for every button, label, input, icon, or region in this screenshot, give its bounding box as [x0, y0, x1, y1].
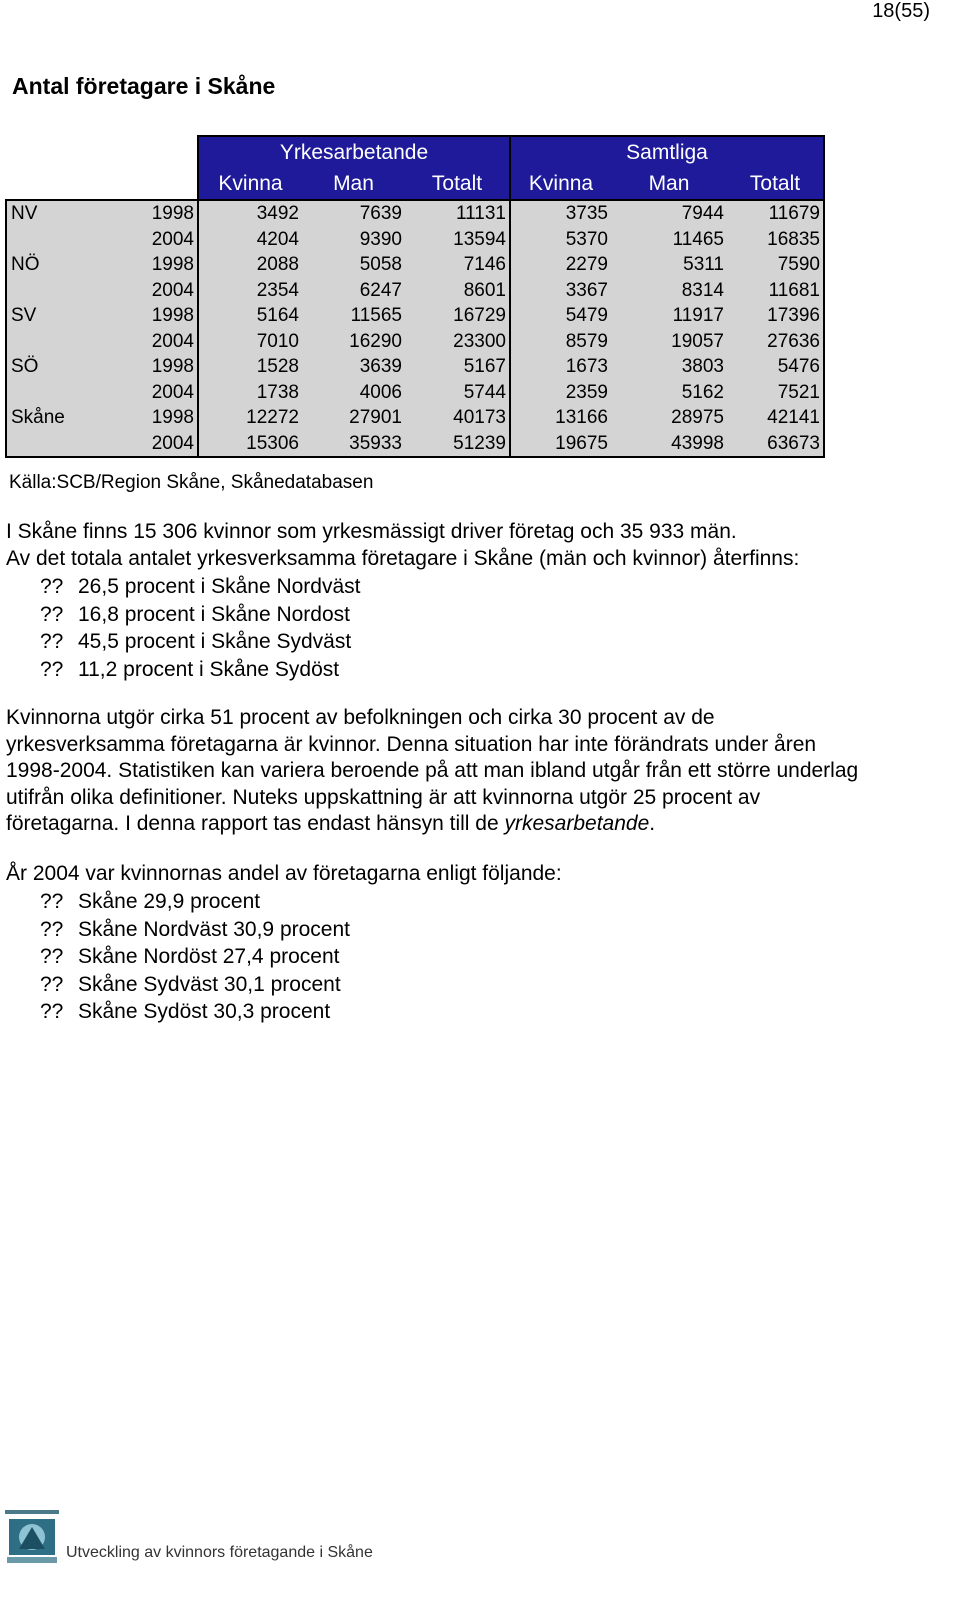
source-note: Källa:SCB/Region Skåne, Skånedatabasen: [9, 472, 374, 493]
bullet-marker: ??: [40, 575, 64, 598]
value-cell: 5744: [405, 380, 510, 406]
region-cell: [6, 380, 146, 406]
col-header: Man: [302, 168, 405, 200]
regioncentrum-logo-icon: [3, 1509, 61, 1565]
col-header: Man: [611, 168, 727, 200]
value-cell: 12272: [198, 405, 302, 431]
value-cell: 4006: [302, 380, 405, 406]
value-cell: 7590: [727, 252, 824, 278]
value-cell: 2279: [510, 252, 611, 278]
region-cell: Skåne: [6, 405, 146, 431]
value-cell: 1673: [510, 354, 611, 380]
value-cell: 19675: [510, 431, 611, 458]
value-cell: 11917: [611, 303, 727, 329]
table-row: [6, 278, 824, 304]
value-cell: 27901: [302, 405, 405, 431]
value-cell: 4204: [198, 227, 302, 253]
list-item-text: Skåne Nordväst 30,9 procent: [78, 917, 350, 941]
value-cell: 40173: [405, 405, 510, 431]
list-item: [40, 628, 361, 656]
region-cell: [6, 329, 146, 355]
table-row: [6, 431, 824, 458]
list-item: [40, 998, 350, 1026]
value-cell: 27636: [727, 329, 824, 355]
page-title: Antal företagare i Skåne: [12, 73, 276, 99]
year-cell: 1998: [146, 405, 198, 431]
list-item: [40, 971, 350, 999]
value-cell: 11679: [727, 200, 824, 227]
value-cell: 42141: [727, 405, 824, 431]
value-cell: 51239: [405, 431, 510, 458]
value-cell: 3367: [510, 278, 611, 304]
group-header-samtliga: Samtliga: [510, 136, 824, 168]
value-cell: 16290: [302, 329, 405, 355]
value-cell: 5167: [405, 354, 510, 380]
bullet-marker: ??: [40, 657, 64, 681]
value-cell: 7639: [302, 200, 405, 227]
value-cell: 5476: [727, 354, 824, 380]
value-cell: 13594: [405, 227, 510, 253]
group-header-row: [6, 136, 824, 168]
value-cell: 8601: [405, 278, 510, 304]
value-cell: 2088: [198, 252, 302, 278]
value-cell: 5479: [510, 303, 611, 329]
value-cell: 11681: [727, 278, 824, 304]
value-cell: 5164: [198, 303, 302, 329]
value-cell: 13166: [510, 405, 611, 431]
year-cell: 2004: [146, 227, 198, 253]
year-cell: 1998: [146, 252, 198, 278]
list-item: [40, 601, 361, 629]
list-item: [40, 656, 361, 684]
list-item-text: Skåne Sydväst 30,1 procent: [78, 972, 341, 996]
year-cell: 2004: [146, 329, 198, 355]
text-line: yrkesverksamma företagarna är kvinnor. Denna situation har inte förändrats under åren: [6, 732, 817, 756]
value-cell: 7146: [405, 252, 510, 278]
region-share-list: [40, 573, 361, 683]
year-cell: 2004: [146, 380, 198, 406]
list-item-text: 11,2 procent i Skåne Sydöst: [78, 657, 340, 681]
value-cell: 23300: [405, 329, 510, 355]
value-cell: 1738: [198, 380, 302, 406]
table-row: [6, 405, 824, 431]
women-share-list: [40, 888, 350, 1026]
year-cell: 1998: [146, 354, 198, 380]
value-cell: 11131: [405, 200, 510, 227]
col-header: Totalt: [405, 168, 510, 200]
year-cell: 2004: [146, 278, 198, 304]
footer-text: Utveckling av kvinnors företagande i Skåne: [66, 1544, 373, 1561]
value-cell: 16835: [727, 227, 824, 253]
value-cell: 5370: [510, 227, 611, 253]
col-header: Kvinna: [198, 168, 302, 200]
table-row: [6, 303, 824, 329]
sub-header-row: [6, 168, 824, 200]
list-item-text: Skåne Sydöst 30,3 procent: [78, 1000, 331, 1023]
text-line: 1998-2004. Statistiken kan variera beroende på att man ibland utgår från ett större underlag: [6, 759, 859, 782]
value-cell: 35933: [302, 431, 405, 458]
text-line: I Skåne finns 15 306 kvinnor som yrkesmässigt driver företag och 35 933 män.: [6, 520, 737, 543]
value-cell: 15306: [198, 431, 302, 458]
paragraph-women-share: [6, 705, 858, 838]
value-cell: 7010: [198, 329, 302, 355]
value-cell: 8579: [510, 329, 611, 355]
bullet-marker: ??: [40, 890, 64, 913]
statistics-table: [5, 135, 825, 458]
region-cell: [6, 431, 146, 458]
bullet-marker: ??: [40, 602, 64, 626]
value-cell: 28975: [611, 405, 727, 431]
text-line-prefix: företagarna. I denna rapport tas endast hänsyn till de: [6, 812, 505, 835]
text-line: utifrån olika definitioner. Nuteks uppskattning är att kvinnorna utgör 25 procent av: [6, 785, 761, 809]
text-line-suffix: .: [649, 812, 656, 835]
value-cell: 5058: [302, 252, 405, 278]
value-cell: 7521: [727, 380, 824, 406]
value-cell: 43998: [611, 431, 727, 458]
list-item: [40, 943, 350, 971]
table-row: [6, 354, 824, 380]
table-row: [6, 380, 824, 406]
value-cell: 9390: [302, 227, 405, 253]
bullet-marker: ??: [40, 1000, 64, 1023]
text-line: Kvinnorna utgör cirka 51 procent av befolkningen och cirka 30 procent av de: [6, 706, 715, 729]
region-cell: SV: [6, 303, 146, 329]
list-item-text: Skåne 29,9 procent: [78, 890, 261, 913]
paragraph-2004-share: År 2004 var kvinnornas andel av företagarna enligt följande:: [6, 862, 562, 885]
value-cell: 2359: [510, 380, 611, 406]
col-header: Kvinna: [510, 168, 611, 200]
value-cell: 11565: [302, 303, 405, 329]
list-item-text: Skåne Nordöst 27,4 procent: [78, 945, 340, 968]
region-cell: NÖ: [6, 252, 146, 278]
value-cell: 3492: [198, 200, 302, 227]
bullet-marker: ??: [40, 945, 64, 968]
table-row: [6, 329, 824, 355]
value-cell: 2354: [198, 278, 302, 304]
year-cell: 1998: [146, 303, 198, 329]
list-item-text: 16,8 procent i Skåne Nordost: [78, 602, 350, 626]
table-row: [6, 252, 824, 278]
value-cell: 1528: [198, 354, 302, 380]
value-cell: 11465: [611, 227, 727, 253]
year-cell: 1998: [146, 200, 198, 227]
list-item: [40, 888, 350, 916]
value-cell: 16729: [405, 303, 510, 329]
page-number: 18(55): [872, 0, 930, 22]
value-cell: 5162: [611, 380, 727, 406]
value-cell: 63673: [727, 431, 824, 458]
year-cell: 2004: [146, 431, 198, 458]
table-row: [6, 200, 824, 227]
list-item: [40, 573, 361, 601]
list-item-text: 26,5 procent i Skåne Nordväst: [78, 575, 361, 598]
list-item-text: 45,5 procent i Skåne Sydväst: [78, 630, 352, 653]
group-header-yrkesarbetande: Yrkesarbetande: [198, 136, 510, 168]
value-cell: 3735: [510, 200, 611, 227]
region-cell: NV: [6, 200, 146, 227]
value-cell: 7944: [611, 200, 727, 227]
text-line: Av det totala antalet yrkesverksamma företagare i Skåne (män och kvinnor) återfinns:: [6, 546, 800, 570]
bullet-marker: ??: [40, 630, 64, 653]
col-header: Totalt: [727, 168, 824, 200]
value-cell: 3803: [611, 354, 727, 380]
text-emphasis: yrkesarbetande: [504, 812, 650, 835]
region-cell: [6, 227, 146, 253]
value-cell: 6247: [302, 278, 405, 304]
paragraph-intro: [6, 519, 799, 572]
list-item: [40, 916, 350, 944]
bullet-marker: ??: [40, 917, 64, 941]
region-cell: SÖ: [6, 354, 146, 380]
value-cell: 8314: [611, 278, 727, 304]
region-cell: [6, 278, 146, 304]
value-cell: 17396: [727, 303, 824, 329]
value-cell: 19057: [611, 329, 727, 355]
bullet-marker: ??: [40, 972, 64, 996]
table-row: [6, 227, 824, 253]
value-cell: 5311: [611, 252, 727, 278]
value-cell: 3639: [302, 354, 405, 380]
